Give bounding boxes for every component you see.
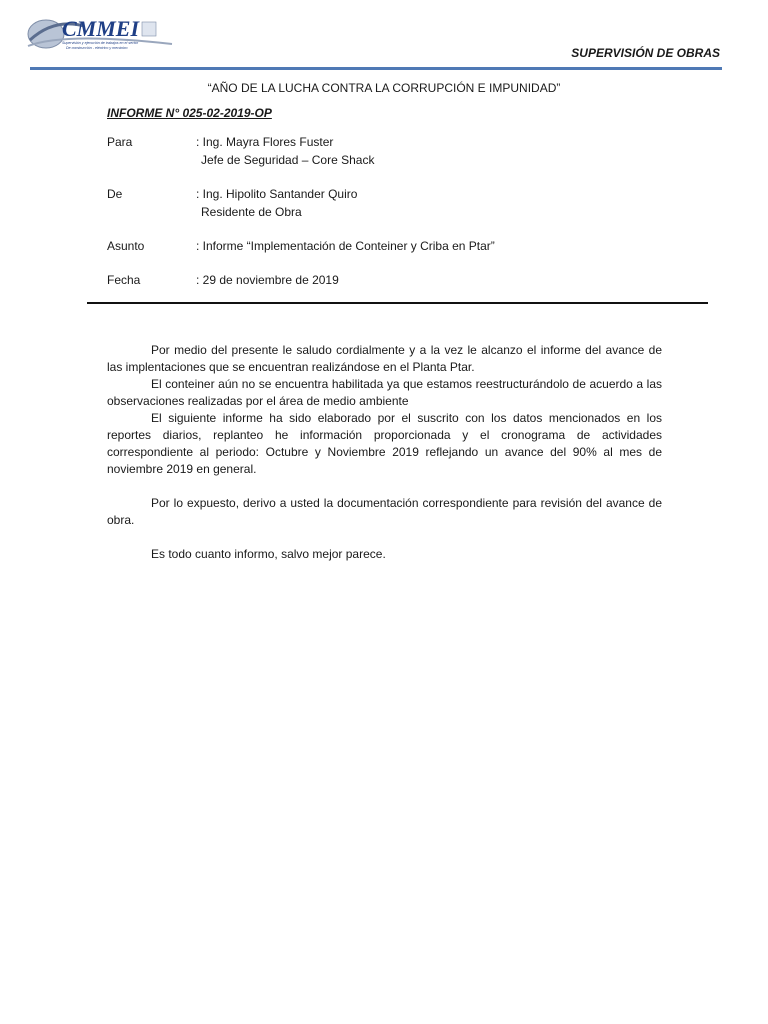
report-body (107, 342, 662, 563)
logo-tagline-2: De construcción - eléctrico y mecánico (66, 46, 128, 50)
field-de-line2: Residente de Obra (201, 205, 302, 219)
report-number: INFORME N° 025-02-2019-OP (107, 106, 272, 120)
field-para-value (196, 133, 374, 169)
field-para-label: Para (107, 135, 133, 149)
header-divider (30, 67, 722, 70)
field-de-line1: : Ing. Hipolito Santander Quiro (196, 187, 358, 201)
logo-text: CMMEI (62, 16, 140, 41)
document-motto: “AÑO DE LA LUCHA CONTRA LA CORRUPCIÓN E IMPUNIDAD” (207, 81, 561, 95)
company-logo (24, 14, 176, 56)
section-divider (87, 302, 708, 304)
field-asunto-label: Asunto (107, 239, 145, 253)
body-paragraph-3: El siguiente informe ha sido elaborado por el suscrito con los datos mencionados en los reportes diarios, replanteo he información proporcionada y el cronograma de actividades correspondiente al periodo: Octubre y Noviembre 2019 reflejando un avance del 90% al mes de noviembre 2019 en general. (107, 411, 662, 476)
body-paragraph-1: Por medio del presente le saludo cordialmente y a la vez le alcanzo el informe del avance de las implentaciones que se encuentran realizándose en el Planta Ptar. (107, 343, 662, 374)
field-de-label: De (107, 187, 123, 201)
field-asunto-value: : Informe “Implementación de Conteiner y Criba en Ptar” (196, 239, 495, 253)
field-para-line2: Jefe de Seguridad – Core Shack (201, 153, 375, 167)
field-de-value (196, 185, 357, 221)
body-paragraph-5: Es todo cuanto informo, salvo mejor parece. (151, 547, 386, 561)
header-title: SUPERVISIÓN DE OBRAS (571, 46, 720, 60)
field-para-line1: : Ing. Mayra Flores Fuster (196, 135, 334, 149)
logo-tagline-1: Supervisión y ejecución de trabajos en el sector (62, 41, 139, 45)
body-paragraph-2: El conteiner aún no se encuentra habilitada ya que estamos reestructurándolo de acuerdo a las observaciones realizadas por el área de medio ambiente (107, 377, 662, 408)
field-fecha-value: : 29 de noviembre de 2019 (196, 273, 339, 287)
body-paragraph-4: Por lo expuesto, derivo a usted la documentación correspondiente para revisión del avance de obra. (107, 496, 662, 527)
field-fecha-label: Fecha (107, 273, 141, 287)
